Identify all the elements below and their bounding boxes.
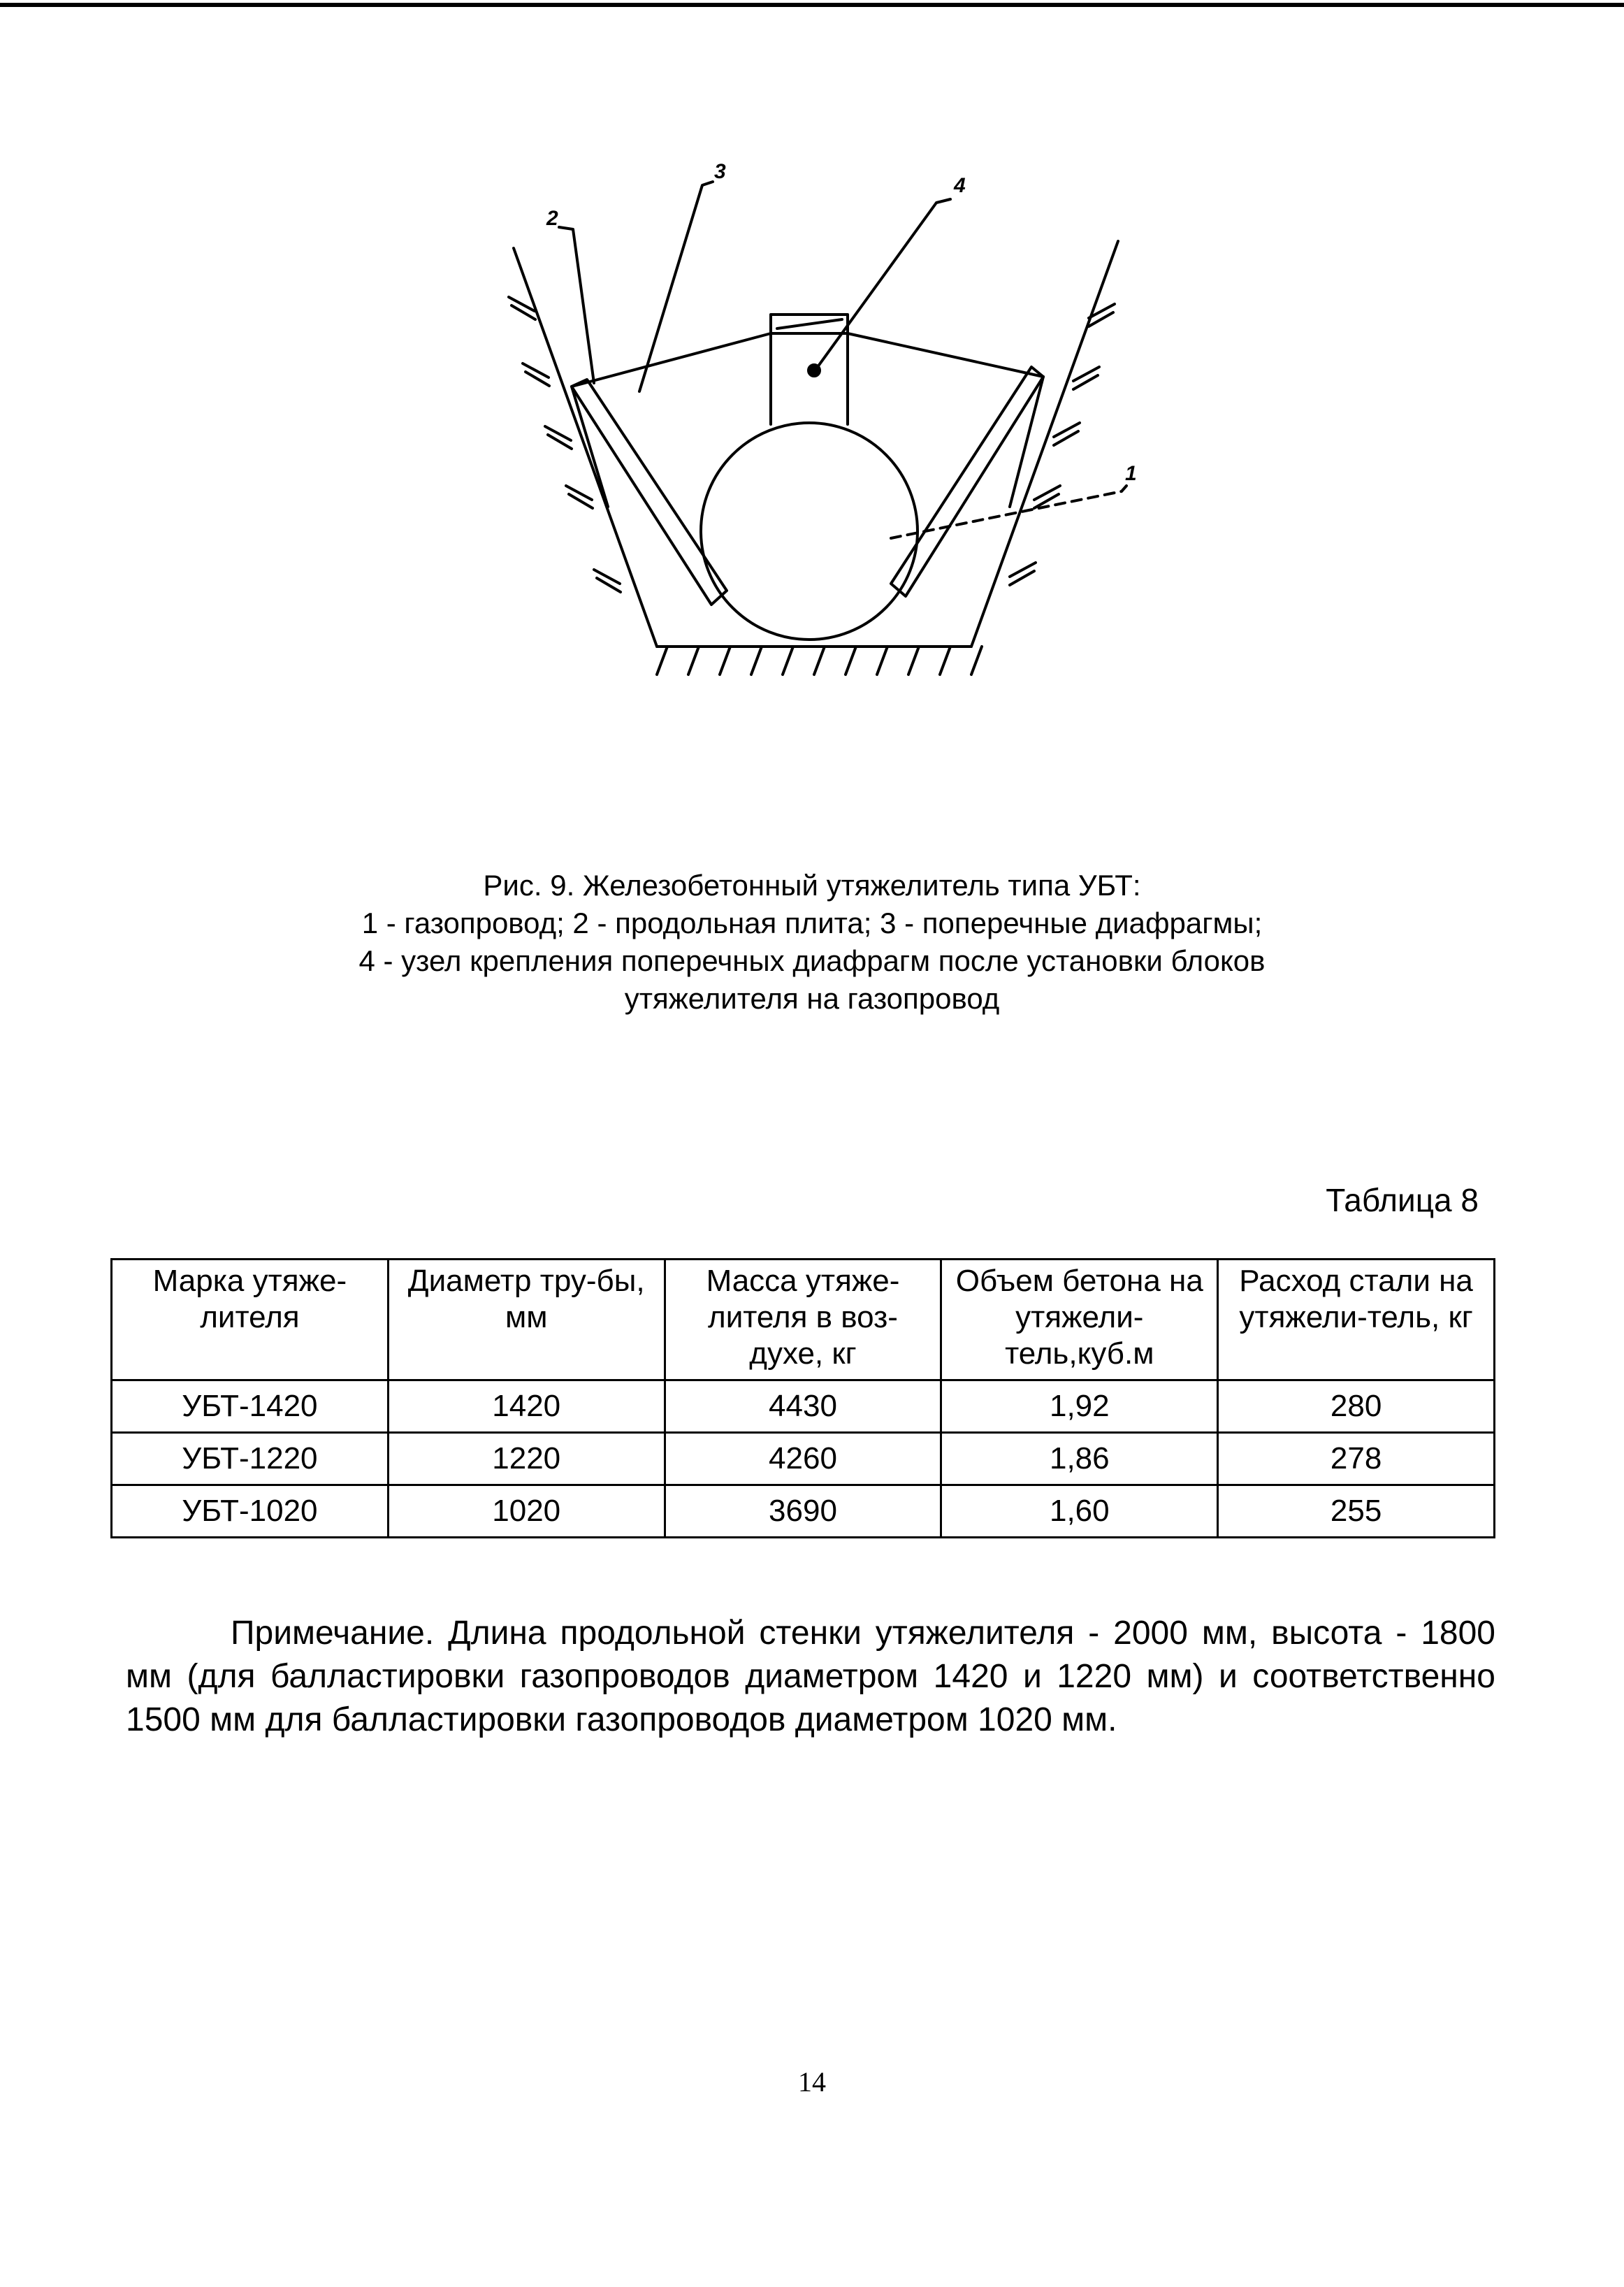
table-cell: 1020 [388, 1485, 665, 1538]
caption-line: утяжелителя на газопровод [624, 982, 1000, 1015]
table-label: Таблица 8 [1326, 1182, 1479, 1218]
table-cell: 1,86 [941, 1433, 1218, 1485]
ubt-weight-drawing [489, 157, 1137, 702]
trench-left-wall [514, 248, 657, 647]
page-number: 14 [798, 2066, 826, 2098]
table-row [112, 1380, 1495, 1433]
table-cell: 280 [1218, 1380, 1495, 1433]
table-cell: 1220 [388, 1433, 665, 1485]
leader-2 [559, 227, 594, 383]
table-cell: УБТ-1020 [112, 1485, 389, 1538]
ubt-spec-table [110, 1258, 1495, 1538]
table-row [112, 1485, 1495, 1538]
table-cell: 1420 [388, 1380, 665, 1433]
caption-line: Рис. 9. Железобетонный утяжелитель типа УБТ: [483, 869, 1141, 902]
table-cell: 1,92 [941, 1380, 1218, 1433]
table-cell: УБТ-1220 [112, 1433, 389, 1485]
header-cell: Марка утяже-лителя [112, 1260, 389, 1380]
caption-line: 1 - газопровод; 2 - продольная плита; 3 - поперечные диафрагмы; [361, 907, 1263, 939]
label-2: 2 [546, 207, 558, 230]
caption-line: 4 - узел крепления поперечных диафрагм после установки блоков [358, 944, 1266, 977]
label-4: 4 [954, 174, 966, 197]
label-1: 1 [1125, 462, 1137, 485]
table-cell: 4430 [665, 1380, 941, 1433]
table-cell: 4260 [665, 1433, 941, 1485]
label-3: 3 [714, 160, 726, 183]
header-cell: Расход стали на утяжели-тель, кг [1218, 1260, 1495, 1380]
table-cell: 3690 [665, 1485, 941, 1538]
table-row [112, 1433, 1495, 1485]
table-header-row [112, 1260, 1495, 1380]
header-cell: Объем бетона на утяжели-тель,куб.м [941, 1260, 1218, 1380]
table-cell: 1,60 [941, 1485, 1218, 1538]
note-paragraph: Примечание. Длина продольной стенки утяжелителя - 2000 мм, высота - 1800 мм (для балластировки газопроводов диаметром 1420 и 1220 мм) и соответственно 1500 мм для балластировки газопроводов диаметром 1020 мм. [126, 1615, 1495, 1738]
table-cell: 255 [1218, 1485, 1495, 1538]
gas-pipe [701, 423, 918, 640]
page-top-rule [0, 3, 1624, 7]
header-cell: Масса утяже-лителя в воз-духе, кг [665, 1260, 941, 1380]
table-cell: 278 [1218, 1433, 1495, 1485]
figure-caption [0, 867, 1624, 1018]
header-cell: Диаметр тру-бы, мм [388, 1260, 665, 1380]
trench-right-wall [971, 241, 1118, 647]
leader-1 [891, 486, 1126, 538]
table-cell: УБТ-1420 [112, 1380, 389, 1433]
